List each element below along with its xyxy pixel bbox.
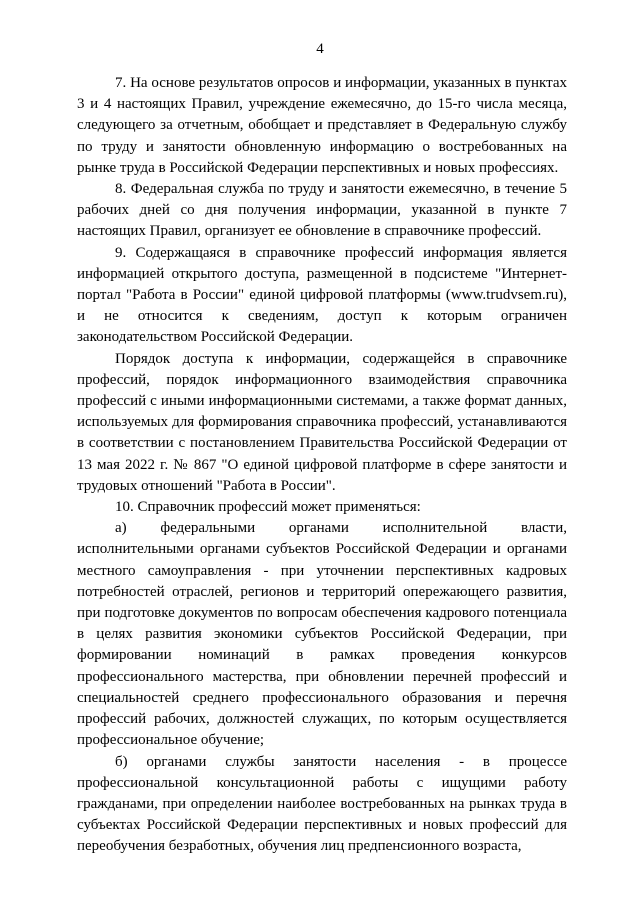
paragraph-access-procedure: Порядок доступа к информации, содержащейся в справочнике профессий, порядок информационного взаимодействия справочника профессий с иными информационными системами, а также формат данных, используемых для формирования справочника профессий, устанавливаются в соответствии с постановлением Правительства Российской Федерации от 13 мая 2022 г. № 867 "О единой цифровой платформе в сфере занятости и трудовых отношений "Работа в России". [77,350,567,494]
paragraph-item-9: 9. Содержащаяся в справочнике профессий информация является информацией открытого доступа, размещенной в подсистеме "Интернет-портал "Работа в России" единой цифровой платформы (www.trudvsem.ru), и не относится к сведениям, доступ к которым ограничен законодательством Российской Федерации. [77,244,567,346]
paragraph-item-10: 10. Справочник профессий может применяться: [115,499,421,516]
document-body [77,73,567,858]
paragraph-item-7: 7. На основе результатов опросов и информации, указанных в пунктах 3 и 4 настоящих Правил, учреждение ежемесячно, до 15-го числа месяца, следующего за отчетным, обобщает и представляет в Федеральную службу по труду и занятости обновленную информацию о востребованных на рынке труда в Российской Федерации перспективных и новых профессиях. [77,75,567,176]
paragraph-subitem-b: б) органами службы занятости населения - в процессе профессиональной консультационной работы с ищущими работу гражданами, при определении наиболее востребованных на рынках труда в субъектах Российской Федерации перспективных и новых профессий для переобучения безработных, обучения лиц предпенсионного возраста, [77,753,567,855]
page-number: 4 [316,41,324,57]
paragraph-item-8: 8. Федеральная служба по труду и занятости ежемесячно, в течение 5 рабочих дней со дня получения информации, указанной в пункте 7 настоящих Правил, организует ее обновление в справочнике профессий. [77,181,567,240]
paragraph-subitem-a: а) федеральными органами исполнительной власти, исполнительными органами субъектов Российской Федерации и органами местного самоуправления - при уточнении перспективных кадровых потребностей отраслей, регионов и территорий опережающего развития, при подготовке документов по вопросам обеспечения кадрового потенциала в целях развития экономики субъектов Российской Федерации, при формировании номинаций в рамках проведения конкурсов профессионального мастерства, при обновлении перечней профессий и специальностей среднего профессионального образования и перечня профессий рабочих, должностей служащих, по которым осуществляется профессиональное обучение; [77,520,567,749]
